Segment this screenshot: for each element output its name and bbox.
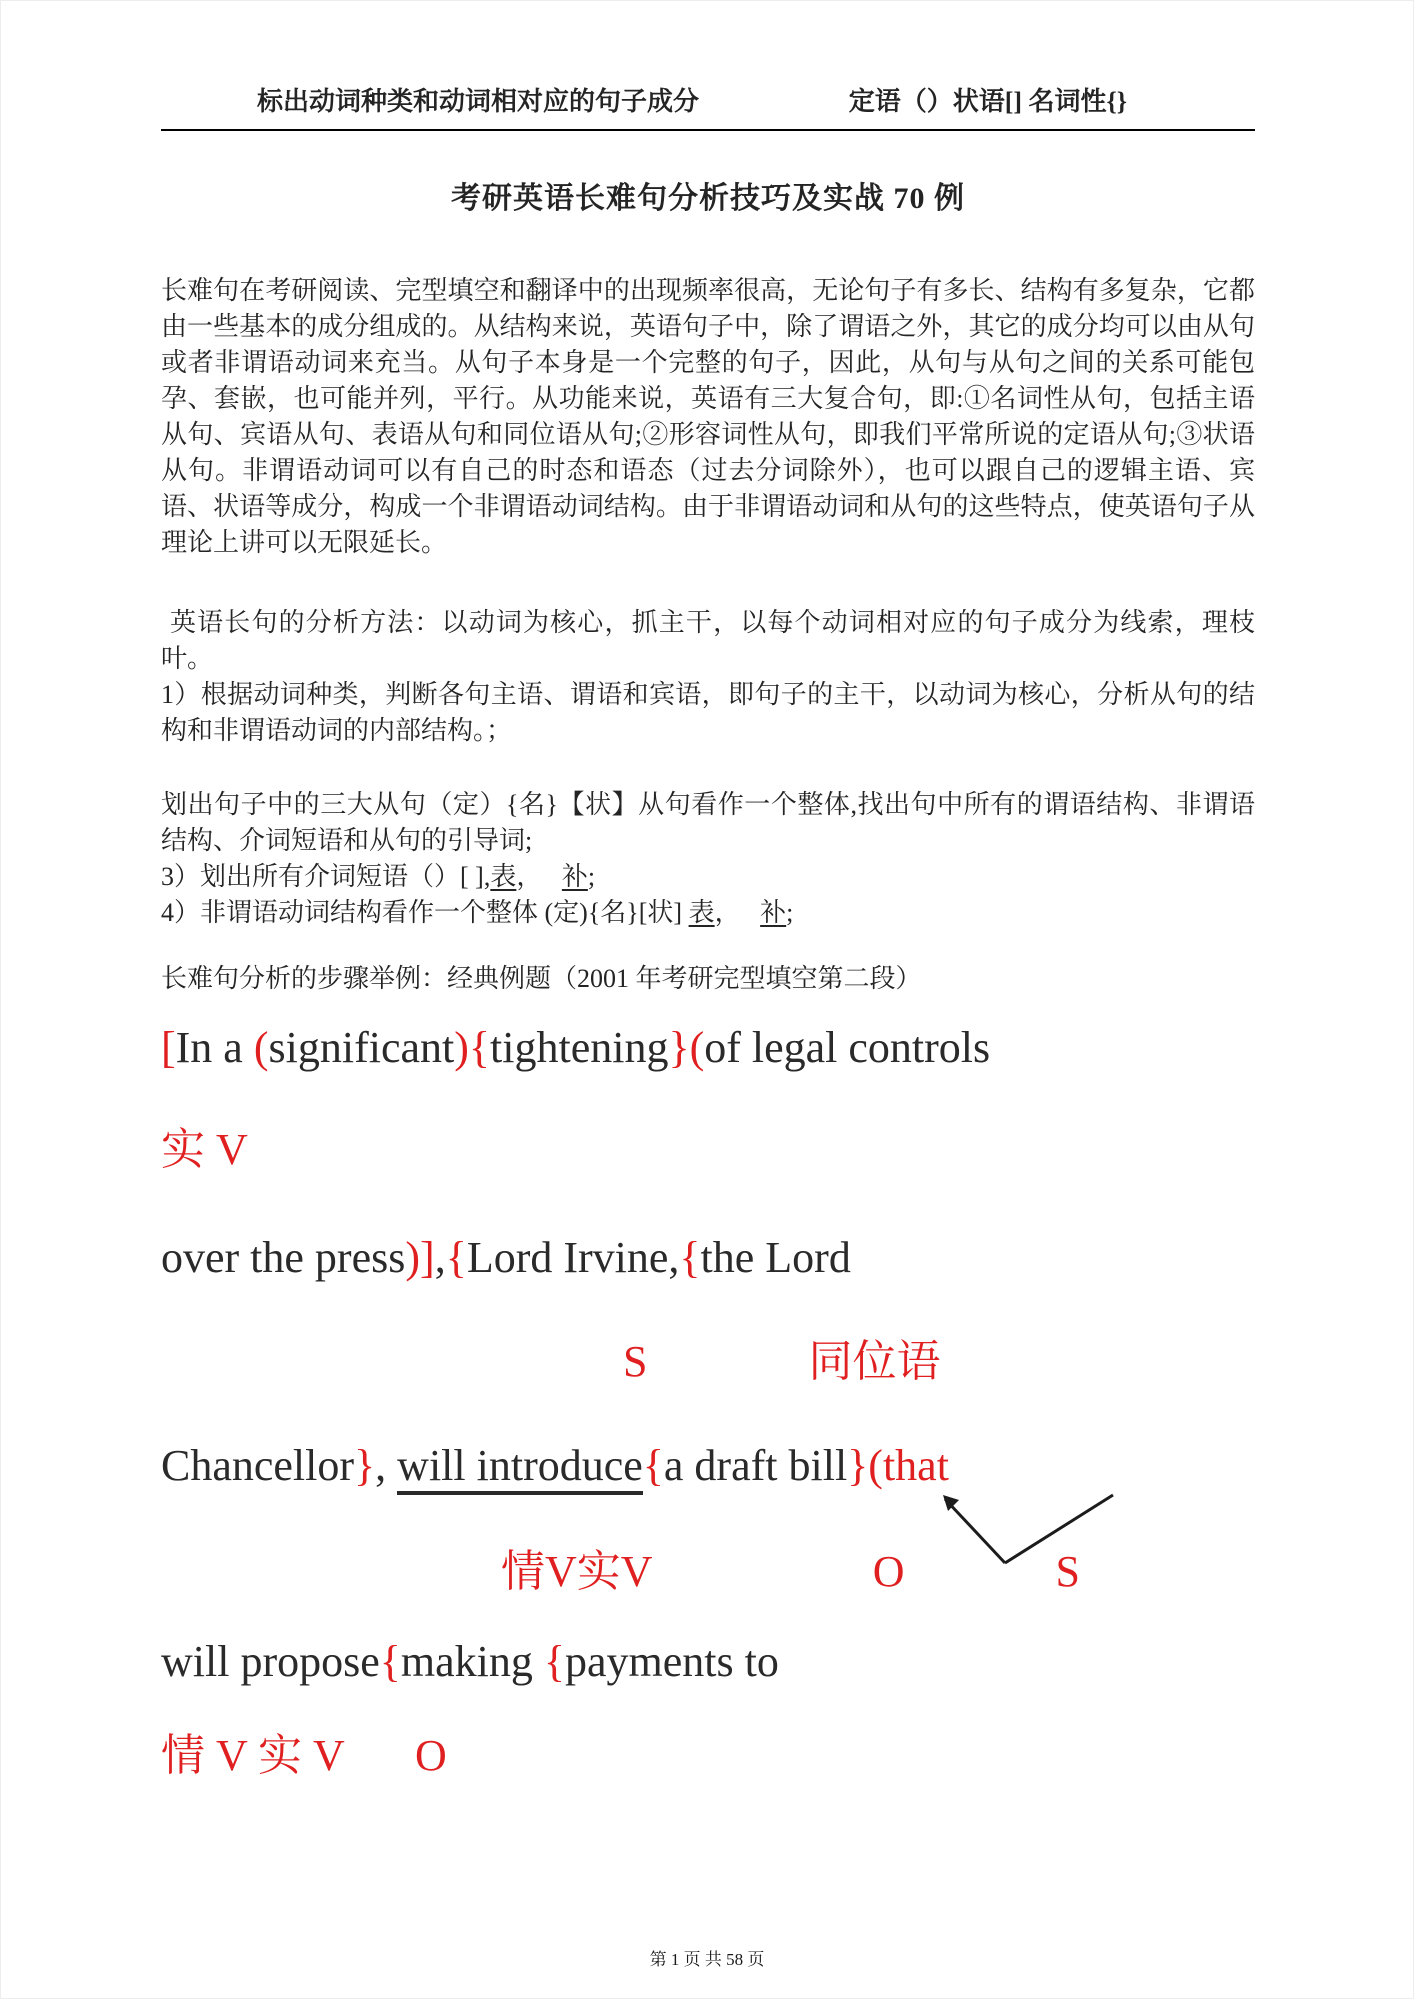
example-line-3 xyxy=(161,1437,1255,1494)
text-segment: tightening xyxy=(490,1022,669,1072)
text-segment: { xyxy=(445,1232,467,1282)
annotation-row-verbs-o xyxy=(161,1730,1255,1783)
page-title: 考研英语长难句分析技巧及实战 70 例 xyxy=(451,181,965,215)
text-segment: a draft bill xyxy=(663,1440,848,1490)
text-segment: ， xyxy=(516,861,562,891)
arrow-icon xyxy=(921,1491,1121,1571)
text-segment: the Lord xyxy=(700,1232,851,1282)
annotation-qing-v-shi-v-2: 情 V 实 V xyxy=(161,1731,344,1781)
page-header xyxy=(161,87,1255,131)
step-4-line xyxy=(161,895,1255,931)
text-segment: } xyxy=(354,1440,376,1490)
clause-note-line: 划出句子中的三大从句（定）{名}【状】从句看作一个整体,找出句中所有的谓语结构、非谓语结构、介词短语和从句的引导词; xyxy=(161,789,1255,855)
annotation-qing-v-shi-v: 情V实V xyxy=(501,1547,652,1597)
annotation-appositive: 同位语 xyxy=(808,1337,941,1387)
text-segment: payments to xyxy=(565,1636,779,1686)
text-segment: 补 xyxy=(561,861,588,891)
method-line-2: 1）根据动词种类，判断各句主语、谓语和宾语，即句子的主干，以动词为核心，分析从句的结构和非谓语动词的内部结构。； xyxy=(161,679,1255,745)
example-line-2 xyxy=(161,1229,1255,1286)
steps-paragraph xyxy=(161,787,1255,931)
text-segment: { xyxy=(543,1636,565,1686)
text-segment: significant xyxy=(268,1022,455,1072)
text-segment: In a xyxy=(175,1022,254,1072)
text-segment: { xyxy=(679,1232,701,1282)
text-segment: will introduce xyxy=(397,1441,643,1495)
example-heading: 长难句分析的步骤举例：经典例题（2001 年考研完型填空第二段） xyxy=(161,963,922,993)
text-segment: 4）非谓语动词结构看作一个整体 (定){名}[状] xyxy=(161,897,689,927)
annotation-o: O xyxy=(872,1547,905,1597)
footer-page-number: 第 1 页 共 58 页 xyxy=(649,1950,765,1969)
text-segment: )] xyxy=(405,1232,435,1282)
annotation-o-2: O xyxy=(414,1731,447,1781)
text-segment: 表 xyxy=(688,897,715,927)
text-segment: over the press xyxy=(161,1232,406,1282)
intro-paragraph: 长难句在考研阅读、完型填空和翻译中的出现频率很高，无论句子有多长、结构有多复杂，它都由一些基本的成分组成的。从结构来说，英语句子中，除了谓语之外，其它的成分均可以由从句或者非谓语动词来充当。从句子本身是一个完整的句子，因此，从句与从句之间的关系可能包孕、套嵌，也可能并列，平行。从功能来说，英语有三大复合句，即:①名词性从句，包括主语从句、宾语从句、表语从句和同位语从句;②形容词性从句，即我们平常所说的定语从句;③状语从句。非谓语动词可以有自己的时态和语态（过去分词除外），也可以跟自己的逻辑主语、宾语、状语等成分，构成一个非谓语动词结构。由于非谓语动词和从句的这些特点，使英语句子从理论上讲可以无限延长。 xyxy=(161,275,1255,557)
step-3-line xyxy=(161,859,1255,895)
annotation-s: S xyxy=(623,1337,648,1387)
text-segment: [ xyxy=(161,1022,176,1072)
text-segment: making xyxy=(400,1636,544,1686)
annotation-shi-v: 实 V xyxy=(161,1125,248,1175)
text-segment: 3）划出所有介词短语（）[ ], xyxy=(161,861,491,891)
text-segment: Lord Irvine, xyxy=(466,1232,680,1282)
header-right-text: 定语（）状语[] 名词性{} xyxy=(848,87,1127,116)
clause-arrow-annotation xyxy=(921,1491,1121,1571)
text-segment: ){ xyxy=(454,1022,491,1072)
text-segment: will propose xyxy=(161,1636,380,1686)
header-left-text: 标出动词种类和动词相对应的句子成分 xyxy=(257,87,700,116)
text-segment: , xyxy=(375,1440,398,1490)
text-segment: 补 xyxy=(760,897,787,927)
text-segment: ; xyxy=(587,861,596,891)
text-segment: }( xyxy=(668,1022,705,1072)
text-segment: ; xyxy=(786,897,794,927)
text-segment: Chancellor xyxy=(161,1440,355,1490)
text-segment: { xyxy=(642,1440,664,1490)
example-line-4 xyxy=(161,1633,1255,1690)
text-segment: 表 xyxy=(490,861,517,891)
text-segment: ( xyxy=(253,1022,269,1072)
annotation-s-2: S xyxy=(1055,1547,1081,1597)
method-line-1: 英语长句的分析方法：以动词为核心，抓主干，以每个动词相对应的句子成分为线索，理枝叶。 xyxy=(161,607,1255,673)
text-segment: }(that xyxy=(847,1440,949,1490)
annotation-row-subject-appositive xyxy=(161,1336,1255,1389)
text-segment: , xyxy=(434,1232,446,1282)
example-line-1 xyxy=(161,1019,1255,1076)
text-segment: ， xyxy=(714,897,761,927)
method-paragraph xyxy=(161,605,1255,749)
text-segment: { xyxy=(379,1636,401,1686)
text-segment: of legal controls xyxy=(704,1022,991,1072)
